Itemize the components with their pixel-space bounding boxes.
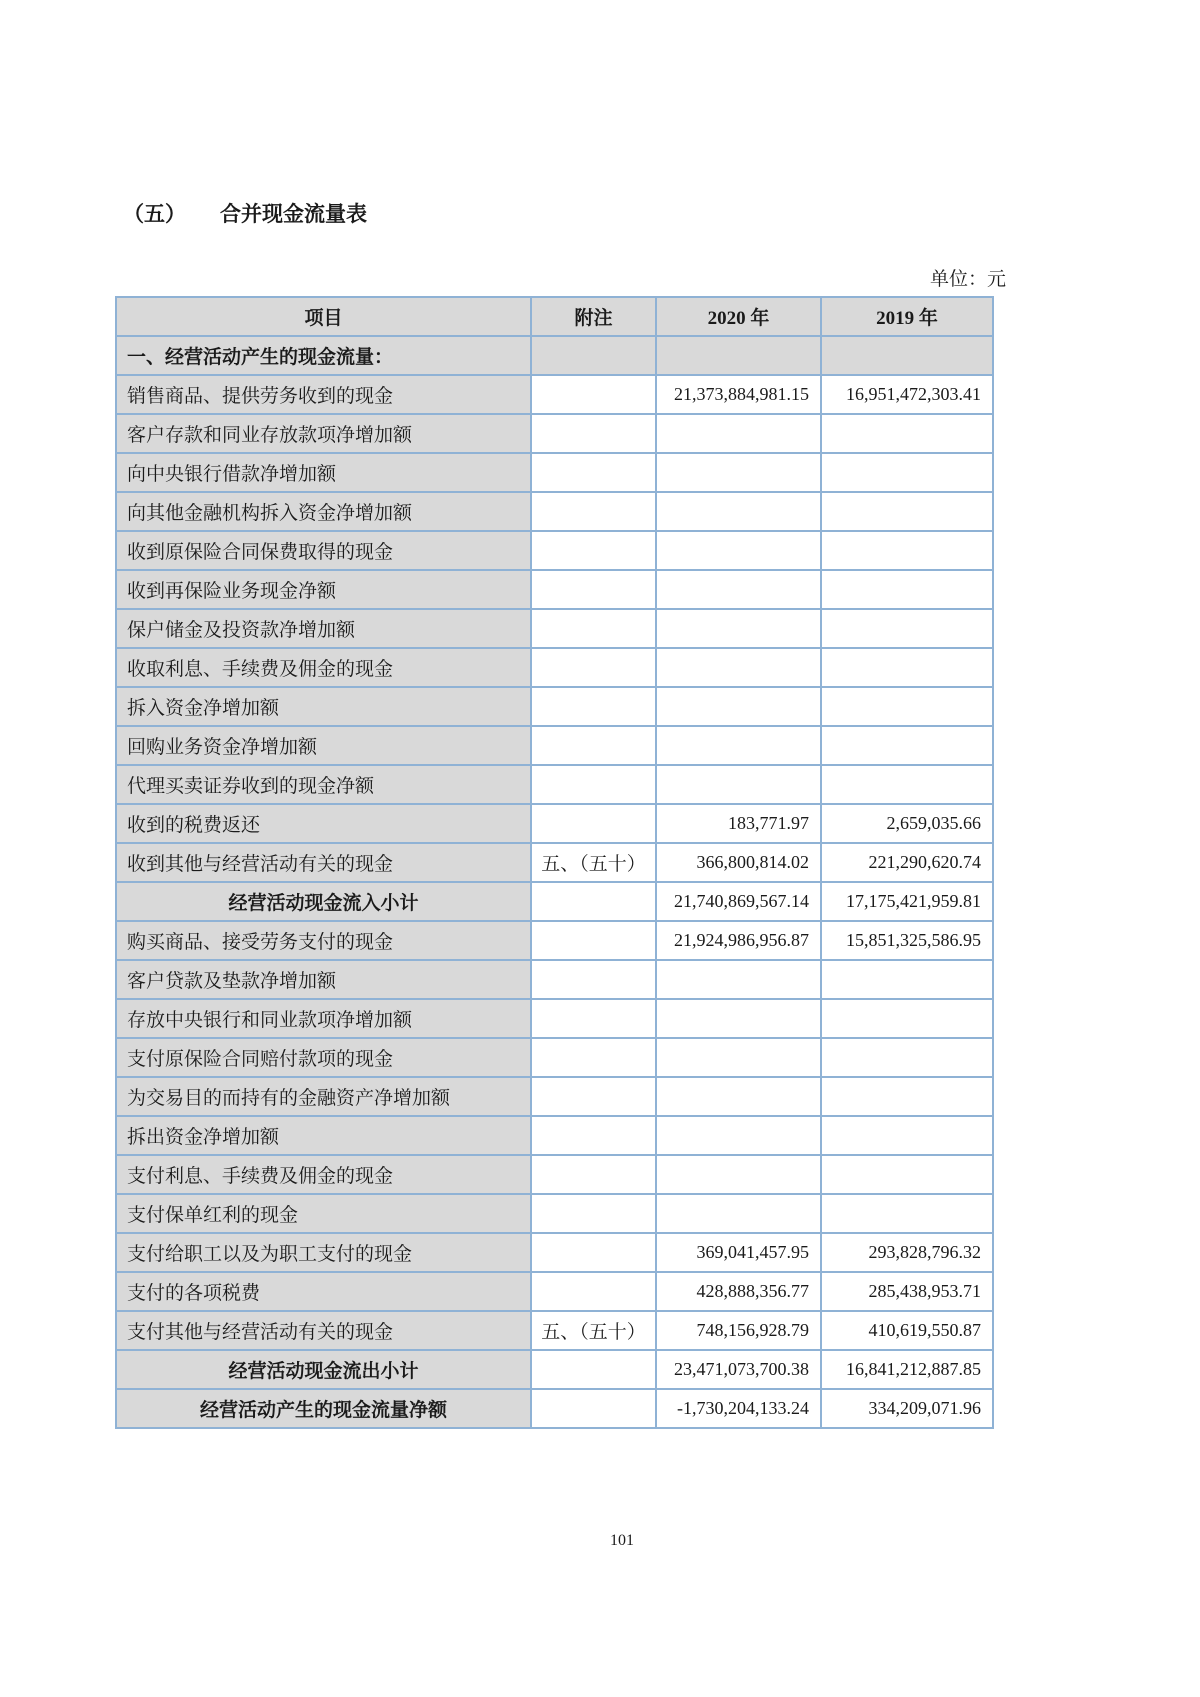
value-2019-cell xyxy=(821,999,993,1038)
value-2019-cell xyxy=(821,531,993,570)
table-row xyxy=(116,1077,993,1116)
table-row xyxy=(116,1272,993,1311)
item-label-cell: 客户贷款及垫款净增加额 xyxy=(116,960,531,999)
value-2020-cell xyxy=(656,1155,821,1194)
item-label-cell: 支付利息、手续费及佣金的现金 xyxy=(116,1155,531,1194)
value-2020-cell xyxy=(656,570,821,609)
item-label-cell: 支付保单红利的现金 xyxy=(116,1194,531,1233)
value-2019-cell: 16,951,472,303.41 xyxy=(821,375,993,414)
item-label-cell: 收到的税费返还 xyxy=(116,804,531,843)
item-label-cell: 收到再保险业务现金净额 xyxy=(116,570,531,609)
note-cell xyxy=(531,414,656,453)
table-row xyxy=(116,1233,993,1272)
table-row xyxy=(116,843,993,882)
table-row xyxy=(116,492,993,531)
value-2020-cell xyxy=(656,1038,821,1077)
value-2020-cell: 183,771.97 xyxy=(656,804,821,843)
value-2019-cell: 15,851,325,586.95 xyxy=(821,921,993,960)
note-cell xyxy=(531,687,656,726)
value-2020-cell xyxy=(656,960,821,999)
item-label-cell: 为交易目的而持有的金融资产净增加额 xyxy=(116,1077,531,1116)
table-row xyxy=(116,570,993,609)
table-row xyxy=(116,804,993,843)
table-row xyxy=(116,882,993,921)
table-row xyxy=(116,1311,993,1350)
value-2019-cell xyxy=(821,414,993,453)
value-2019-cell xyxy=(821,609,993,648)
value-2020-cell xyxy=(656,492,821,531)
item-label-cell: 收到原保险合同保费取得的现金 xyxy=(116,531,531,570)
note-cell xyxy=(531,1350,656,1389)
note-cell xyxy=(531,804,656,843)
table-row xyxy=(116,336,993,375)
value-2020-cell xyxy=(656,336,821,375)
note-cell xyxy=(531,453,656,492)
value-2019-cell xyxy=(821,687,993,726)
value-2019-cell: 2,659,035.66 xyxy=(821,804,993,843)
value-2020-cell: 366,800,814.02 xyxy=(656,843,821,882)
table-row xyxy=(116,1389,993,1428)
note-cell xyxy=(531,960,656,999)
value-2020-cell: -1,730,204,133.24 xyxy=(656,1389,821,1428)
note-cell xyxy=(531,1194,656,1233)
note-cell xyxy=(531,1116,656,1155)
item-label-cell: 支付原保险合同赔付款项的现金 xyxy=(116,1038,531,1077)
item-label-cell: 经营活动产生的现金流量净额 xyxy=(116,1389,531,1428)
item-label-cell: 存放中央银行和同业款项净增加额 xyxy=(116,999,531,1038)
value-2020-cell xyxy=(656,453,821,492)
note-cell xyxy=(531,765,656,804)
note-cell xyxy=(531,1272,656,1311)
value-2020-cell xyxy=(656,414,821,453)
table-row xyxy=(116,1155,993,1194)
table-row xyxy=(116,1350,993,1389)
note-cell xyxy=(531,999,656,1038)
value-2019-cell xyxy=(821,1038,993,1077)
value-2020-cell xyxy=(656,1116,821,1155)
value-2019-cell: 334,209,071.96 xyxy=(821,1389,993,1428)
table-row xyxy=(116,648,993,687)
note-cell xyxy=(531,492,656,531)
table-row xyxy=(116,765,993,804)
value-2020-cell xyxy=(656,999,821,1038)
value-2019-cell xyxy=(821,570,993,609)
table-row xyxy=(116,531,993,570)
table-row xyxy=(116,453,993,492)
item-label-cell: 销售商品、提供劳务收到的现金 xyxy=(116,375,531,414)
note-cell xyxy=(531,570,656,609)
col-header-note: 附注 xyxy=(531,297,656,336)
value-2020-cell: 21,373,884,981.15 xyxy=(656,375,821,414)
item-label-cell: 拆入资金净增加额 xyxy=(116,687,531,726)
col-header-item: 项目 xyxy=(116,297,531,336)
note-cell xyxy=(531,336,656,375)
value-2019-cell: 285,438,953.71 xyxy=(821,1272,993,1311)
value-2019-cell xyxy=(821,453,993,492)
note-cell xyxy=(531,1038,656,1077)
note-cell xyxy=(531,648,656,687)
value-2019-cell: 410,619,550.87 xyxy=(821,1311,993,1350)
value-2019-cell: 16,841,212,887.85 xyxy=(821,1350,993,1389)
item-label-cell: 支付的各项税费 xyxy=(116,1272,531,1311)
item-label-cell: 收取利息、手续费及佣金的现金 xyxy=(116,648,531,687)
value-2019-cell xyxy=(821,765,993,804)
section-heading-title: 合并现金流量表 xyxy=(220,202,367,226)
value-2020-cell: 23,471,073,700.38 xyxy=(656,1350,821,1389)
note-cell xyxy=(531,1389,656,1428)
note-cell xyxy=(531,921,656,960)
value-2020-cell xyxy=(656,609,821,648)
value-2019-cell xyxy=(821,726,993,765)
value-2020-cell xyxy=(656,648,821,687)
value-2020-cell xyxy=(656,687,821,726)
value-2019-cell: 293,828,796.32 xyxy=(821,1233,993,1272)
value-2019-cell xyxy=(821,1155,993,1194)
note-cell xyxy=(531,1233,656,1272)
note-cell xyxy=(531,531,656,570)
unit-label: 单位：元 xyxy=(929,269,1006,290)
item-label-cell: 支付给职工以及为职工支付的现金 xyxy=(116,1233,531,1272)
value-2020-cell: 21,740,869,567.14 xyxy=(656,882,821,921)
value-2020-cell: 748,156,928.79 xyxy=(656,1311,821,1350)
cashflow-table xyxy=(115,296,994,1429)
value-2020-cell: 21,924,986,956.87 xyxy=(656,921,821,960)
table-row xyxy=(116,414,993,453)
table-row xyxy=(116,960,993,999)
note-cell xyxy=(531,1077,656,1116)
value-2019-cell xyxy=(821,1116,993,1155)
value-2019-cell xyxy=(821,1194,993,1233)
value-2020-cell: 369,041,457.95 xyxy=(656,1233,821,1272)
item-label-cell: 客户存款和同业存放款项净增加额 xyxy=(116,414,531,453)
cashflow-table-body xyxy=(116,336,993,1428)
item-label-cell: 向其他金融机构拆入资金净增加额 xyxy=(116,492,531,531)
value-2020-cell xyxy=(656,726,821,765)
table-row xyxy=(116,999,993,1038)
item-label-cell: 经营活动现金流入小计 xyxy=(116,882,531,921)
item-label-cell: 收到其他与经营活动有关的现金 xyxy=(116,843,531,882)
item-label-cell: 回购业务资金净增加额 xyxy=(116,726,531,765)
value-2020-cell xyxy=(656,1194,821,1233)
col-header-2020: 2020 年 xyxy=(656,297,821,336)
item-label-cell: 支付其他与经营活动有关的现金 xyxy=(116,1311,531,1350)
item-label-cell: 保户储金及投资款净增加额 xyxy=(116,609,531,648)
table-row xyxy=(116,375,993,414)
col-header-2019: 2019 年 xyxy=(821,297,993,336)
note-cell xyxy=(531,609,656,648)
item-label-cell: 经营活动现金流出小计 xyxy=(116,1350,531,1389)
value-2019-cell: 17,175,421,959.81 xyxy=(821,882,993,921)
note-cell: 五、（五十） xyxy=(531,1311,656,1350)
value-2019-cell xyxy=(821,648,993,687)
item-label-cell: 向中央银行借款净增加额 xyxy=(116,453,531,492)
item-label-cell: 代理买卖证券收到的现金净额 xyxy=(116,765,531,804)
value-2020-cell xyxy=(656,765,821,804)
value-2020-cell: 428,888,356.77 xyxy=(656,1272,821,1311)
table-row xyxy=(116,1038,993,1077)
table-row xyxy=(116,1194,993,1233)
table-row xyxy=(116,609,993,648)
note-cell xyxy=(531,726,656,765)
value-2019-cell xyxy=(821,336,993,375)
value-2020-cell xyxy=(656,1077,821,1116)
item-label-cell: 拆出资金净增加额 xyxy=(116,1116,531,1155)
section-heading-number: （五） xyxy=(123,202,186,226)
item-label-cell: 一、经营活动产生的现金流量： xyxy=(116,336,531,375)
section-heading xyxy=(123,198,367,228)
table-row xyxy=(116,687,993,726)
table-row xyxy=(116,1116,993,1155)
value-2019-cell xyxy=(821,1077,993,1116)
value-2019-cell: 221,290,620.74 xyxy=(821,843,993,882)
value-2019-cell xyxy=(821,492,993,531)
value-2019-cell xyxy=(821,960,993,999)
item-label-cell: 购买商品、接受劳务支付的现金 xyxy=(116,921,531,960)
note-cell: 五、（五十） xyxy=(531,843,656,882)
table-header-row xyxy=(116,297,993,336)
value-2020-cell xyxy=(656,531,821,570)
table-row xyxy=(116,921,993,960)
note-cell xyxy=(531,1155,656,1194)
page-number: 101 xyxy=(610,1532,634,1549)
note-cell xyxy=(531,375,656,414)
note-cell xyxy=(531,882,656,921)
table-row xyxy=(116,726,993,765)
